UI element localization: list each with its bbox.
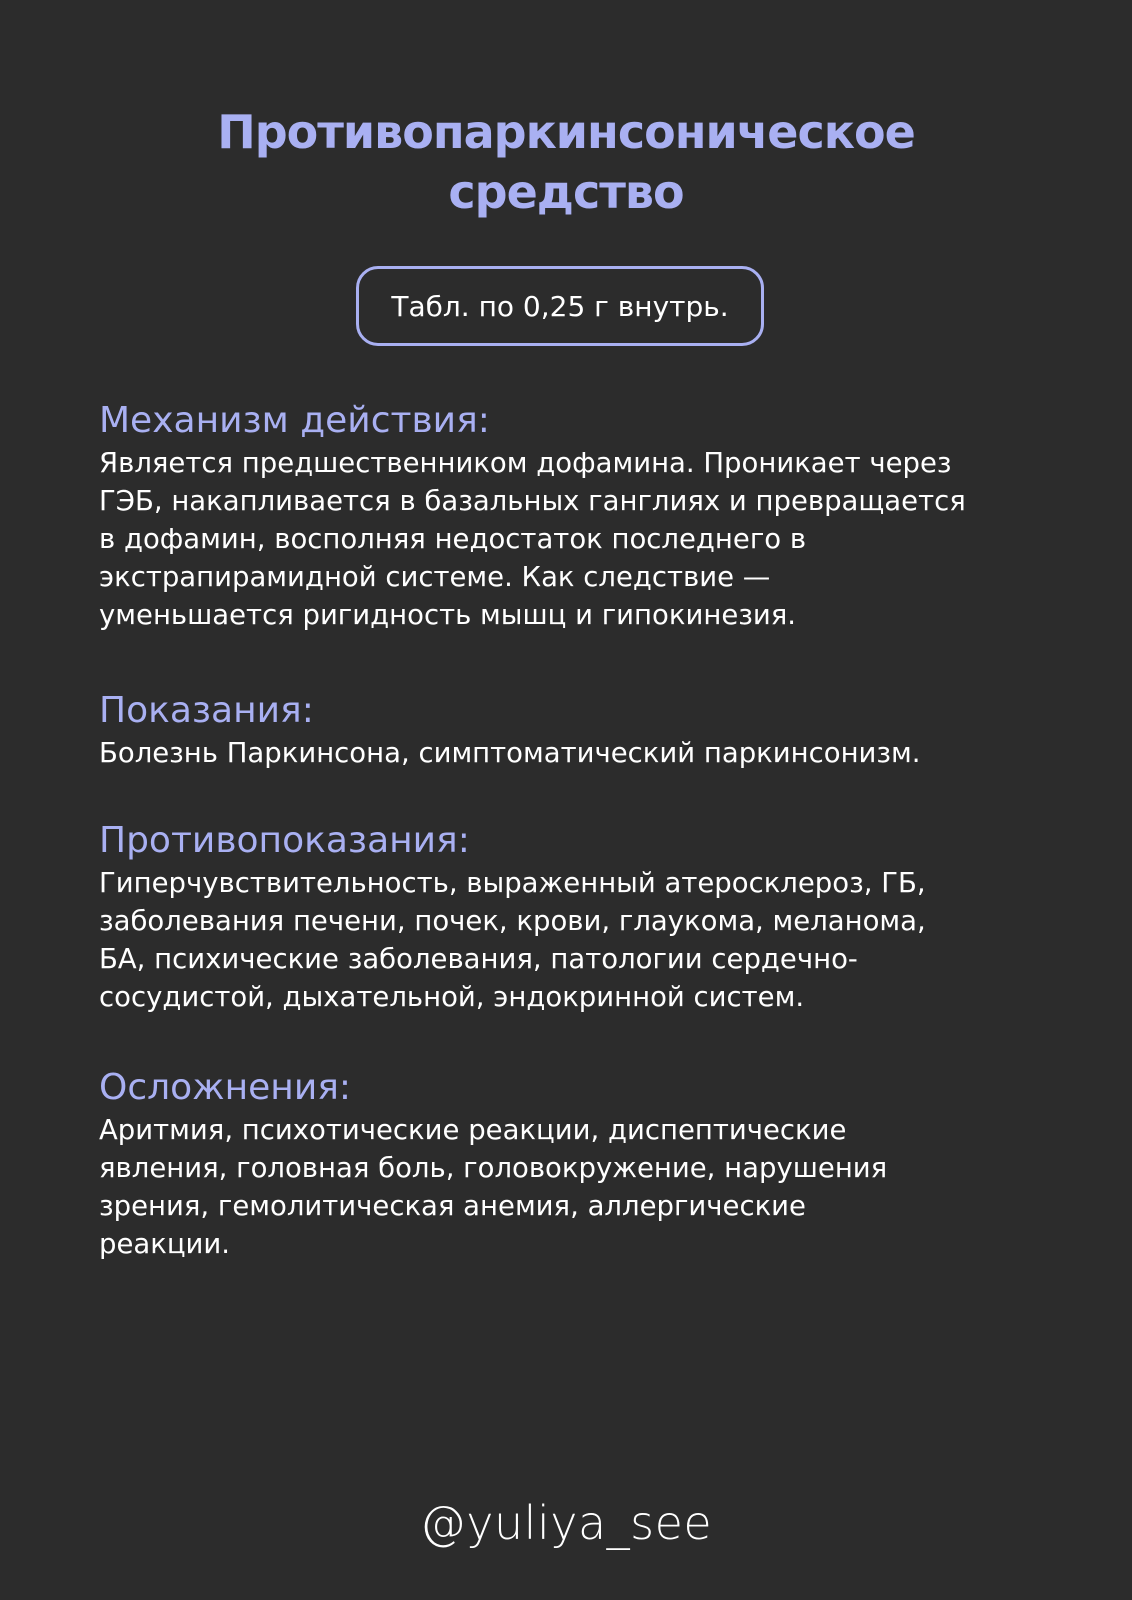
dose-text: Табл. по 0,25 г внутрь. <box>391 289 729 323</box>
section-body-indications <box>99 734 1049 772</box>
section-contraindications <box>99 818 1049 1016</box>
section-complications <box>99 1065 1049 1263</box>
body-line: сосудистой, дыхательной, эндокринной систем. <box>99 981 805 1013</box>
body-line: уменьшается ригидность мышц и гипокинезия. <box>99 599 797 631</box>
section-body-complications <box>99 1111 1049 1263</box>
body-line: Является предшественником дофамина. Проникает через <box>99 447 952 479</box>
section-body-contraindications <box>99 864 1049 1016</box>
body-line: Аритмия, психотические реакции, диспептические <box>99 1114 847 1146</box>
section-heading-indications: Показания: <box>99 690 314 731</box>
body-line: в дофамин, восполняя недостаток последнего в <box>99 523 807 555</box>
dose-badge <box>356 266 764 346</box>
body-line: БА, психические заболевания, патологии сердечно- <box>99 943 858 975</box>
body-line: Гиперчувствительность, выраженный атеросклероз, ГБ, <box>99 867 926 899</box>
body-line: зрения, гемолитическая анемия, аллергические <box>99 1190 806 1222</box>
section-heading-contraindications: Противопоказания: <box>99 820 470 861</box>
section-mechanism <box>99 398 1049 634</box>
page-title-line-2: средство <box>448 165 684 219</box>
section-indications <box>99 688 1049 772</box>
body-line: явления, головная боль, головокружение, нарушения <box>99 1152 888 1184</box>
body-line: реакции. <box>99 1228 231 1260</box>
author-handle: @yuliya_see <box>419 1496 713 1550</box>
body-line: экстрапирамидной системе. Как следствие — <box>99 561 771 593</box>
body-line: Болезнь Паркинсона, симптоматический паркинсонизм. <box>99 737 921 769</box>
section-body-mechanism <box>99 444 1049 634</box>
section-heading-mechanism: Механизм действия: <box>99 400 490 441</box>
section-heading-complications: Осложнения: <box>99 1067 351 1108</box>
body-line: ГЭБ, накапливается в базальных ганглиях и превращается <box>99 485 966 517</box>
page-title-line-1: Противопаркинсоническое <box>217 105 915 159</box>
body-line: заболевания печени, почек, крови, глаукома, меланома, <box>99 905 926 937</box>
page-title <box>0 102 1132 222</box>
